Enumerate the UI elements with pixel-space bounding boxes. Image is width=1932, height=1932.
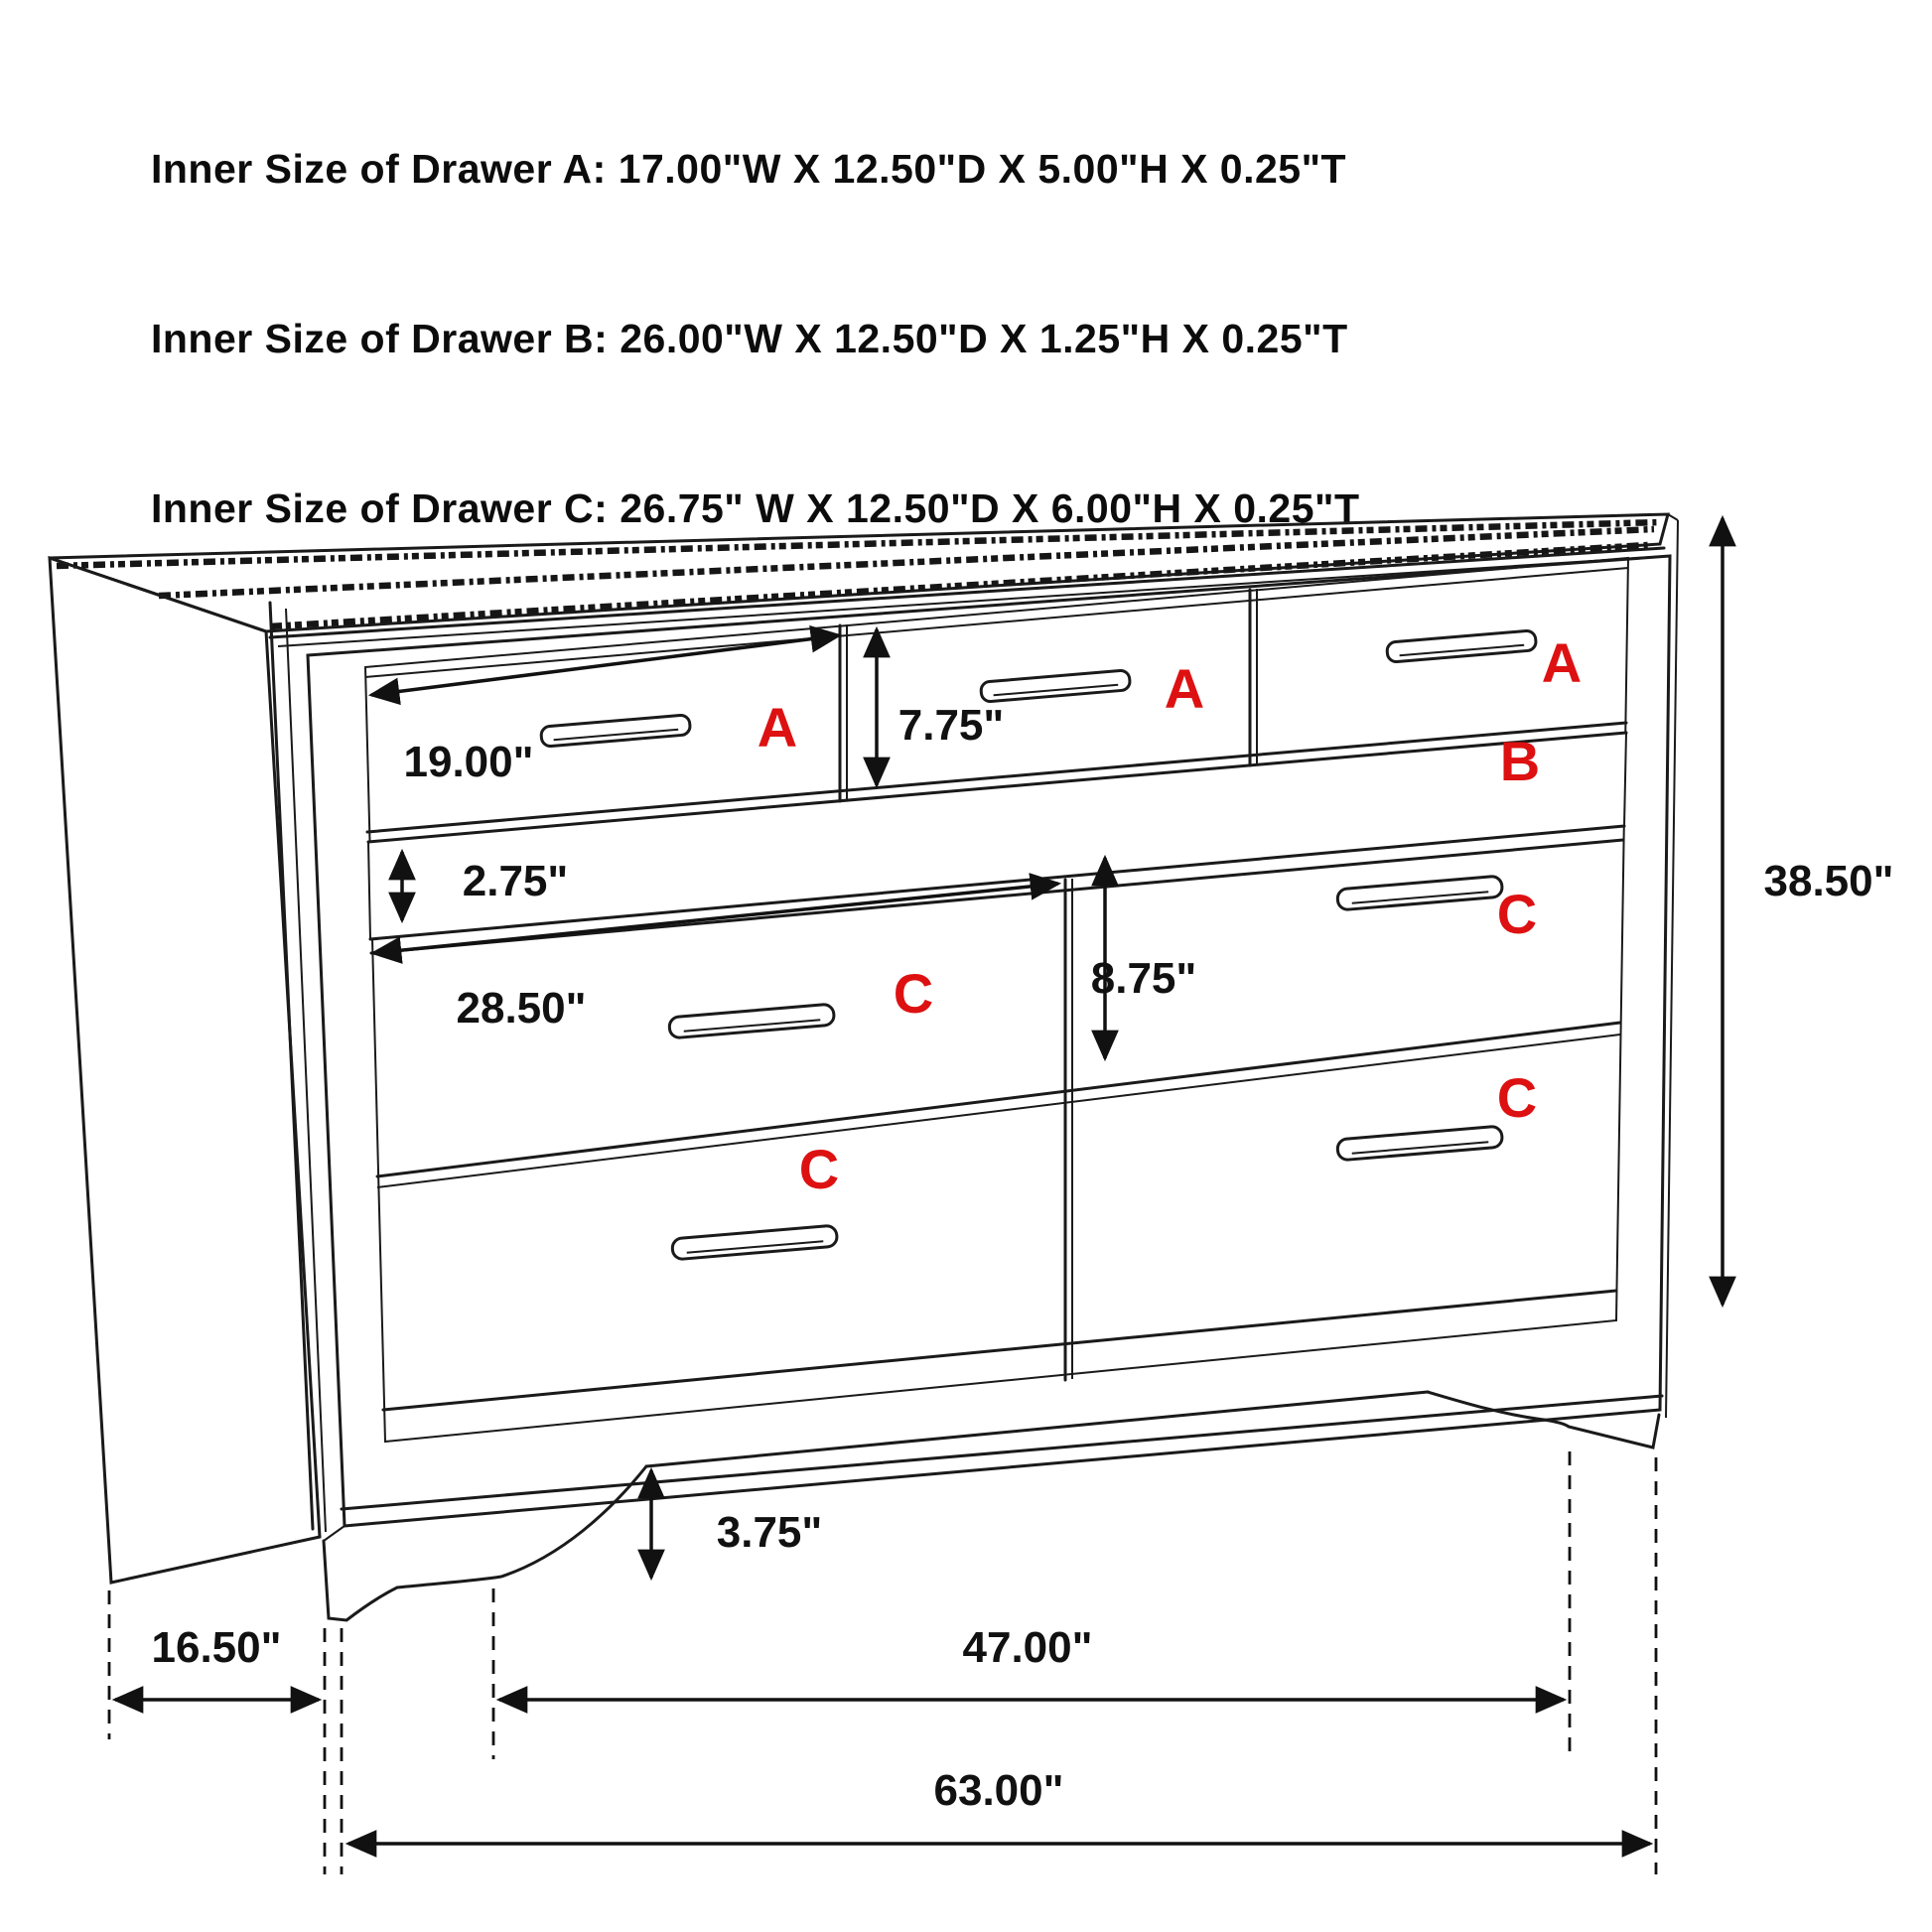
dim-feet-span <box>499 1623 1564 1700</box>
dim-drawer-c-height-label: 8.75" <box>1090 954 1197 1003</box>
dim-band-height-label: 2.75" <box>462 857 569 905</box>
label-drawer-a2: A <box>1164 657 1205 720</box>
drawer-handles <box>541 630 1537 1260</box>
c2-row-top <box>377 1035 1620 1187</box>
dresser-cabinet <box>50 514 1678 1620</box>
handle-drawer-c1-right <box>1337 876 1503 910</box>
extension-lines <box>109 1451 1656 1874</box>
handle-drawer-c2-left <box>672 1225 838 1260</box>
apron-bottom-edge <box>646 1392 1428 1466</box>
dim-overall-width <box>348 1766 1650 1844</box>
dim-overall-height <box>1723 518 1893 1305</box>
inner-size-drawer-a: Inner Size of Drawer A: 17.00"W X 12.50"D X 5.00"H X 0.25"T <box>151 146 1347 192</box>
label-drawer-c2-right: C <box>1496 1066 1538 1129</box>
label-drawer-c1-right: C <box>1496 883 1538 945</box>
dim-feet-span-label: 47.00" <box>962 1623 1093 1672</box>
label-drawer-a3: A <box>1541 631 1583 694</box>
dim-drawer-c-height <box>1091 858 1197 1058</box>
base-molding-top <box>342 1396 1662 1509</box>
label-band-b: B <box>1499 730 1541 792</box>
handle-drawer-c2-right <box>1337 1126 1503 1161</box>
handle-drawer-c1-left <box>669 1004 835 1038</box>
dim-overall-depth-label: 16.50" <box>151 1623 282 1672</box>
dim-foot-height-label: 3.75" <box>716 1508 823 1557</box>
label-drawer-a1: A <box>757 696 798 759</box>
dim-drawer-c-width-label: 28.50" <box>456 984 587 1033</box>
glitter-band-row <box>368 733 1626 939</box>
handle-drawer-a2 <box>981 670 1131 702</box>
label-drawer-c2-left: C <box>798 1138 840 1200</box>
inner-size-drawer-b: Inner Size of Drawer B: 26.00"W X 12.50"D X 1.25"H X 0.25"T <box>151 316 1348 361</box>
left-side-panel <box>50 558 326 1583</box>
handle-drawer-a3 <box>1387 630 1537 662</box>
dim-overall-height-label: 38.50" <box>1763 857 1894 905</box>
handle-drawer-a1 <box>541 715 691 747</box>
label-drawer-c1-left: C <box>893 962 934 1025</box>
dim-drawer-a-height-label: 7.75" <box>897 701 1005 750</box>
dim-overall-depth <box>115 1623 319 1700</box>
left-foot <box>324 1466 646 1620</box>
dim-overall-width-label: 63.00" <box>933 1766 1064 1815</box>
inner-size-drawer-c: Inner Size of Drawer C: 26.75" W X 12.50"D X 6.00"H X 0.25"T <box>151 485 1360 531</box>
dim-drawer-a-width-label: 19.00" <box>403 738 534 786</box>
dim-drawer-a-height <box>877 629 1004 785</box>
